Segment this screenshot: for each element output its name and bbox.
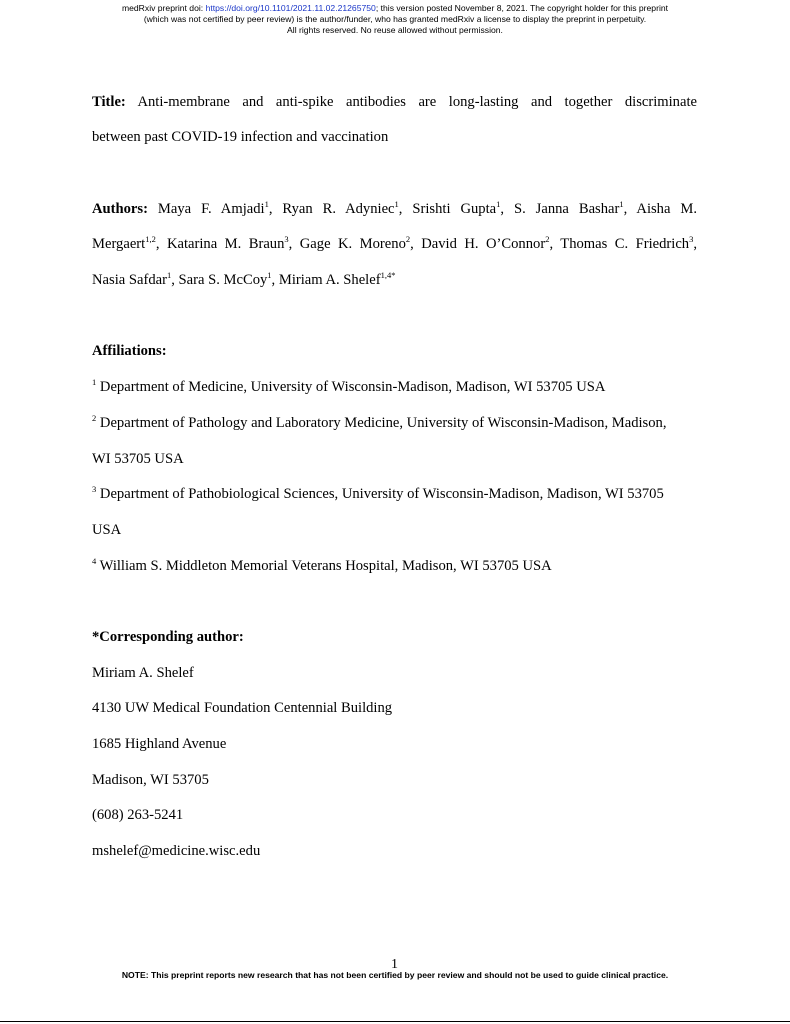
affiliation-3: $^3$ Department of Pathobiological Sciences, University of Wisconsin-Madison, Madison, WI 53705: [92, 484, 664, 502]
banner-line-1: medRxiv preprint doi: https://doi.org/10.1101/2021.11.02.21265750; this version posted November 8, 2021. The copyright holder for this preprint: [121, 3, 669, 13]
affiliation-2-cont: WI 53705 USA: [92, 451, 184, 467]
corresponding-phone: (608) 263-5241: [92, 807, 184, 823]
bottom-rule: [0, 1021, 790, 1022]
authors-line-3: Nasia Safdar$^1$, Sara S. McCoy$^1$, Miriam A. Shelef$^{1,4*}$: [92, 270, 396, 288]
title-label: Title:: [92, 94, 126, 110]
affiliation-4: $^4$ William S. Middleton Memorial Veterans Hospital, Madison, WI 53705 USA: [92, 556, 552, 574]
banner-line-2: (which was not certified by peer review) is the author/funder, who has granted medRxiv a license to display the preprint in perpetuity.: [143, 14, 647, 24]
corresponding-street: 1685 Highland Avenue: [92, 736, 227, 752]
corresponding-email: mshelef@medicine.wisc.edu: [92, 843, 261, 859]
banner-line-3: All rights reserved. No reuse allowed without permission.: [287, 25, 503, 35]
affiliation-1: $^1$ Department of Medicine, University of Wisconsin-Madison, Madison, WI 53705 USA: [92, 377, 606, 395]
page-number: 1: [391, 957, 398, 972]
title-line-1: [92, 94, 697, 111]
affiliation-2: $^2$ Department of Pathology and Laboratory Medicine, University of Wisconsin-Madison, Madison,: [92, 413, 667, 431]
authors-line-2: Mergaert$^{1,2}$, Katarina M. Braun$^3$, Gage K. Moreno$^2$, David H. O’Connor$^2$, Thomas C. Friedrich$^3$,: [92, 234, 697, 252]
preprint-banner: [0, 3, 790, 36]
peer-review-note: NOTE: This preprint reports new research that has not been certified by peer review and should not be used to guide clinical practice.: [121, 970, 669, 980]
corresponding-city: Madison, WI 53705: [92, 772, 209, 788]
doi-link[interactable]: https://doi.org/10.1101/2021.11.02.21265750: [205, 3, 376, 13]
affiliation-3-cont: USA: [92, 522, 122, 538]
corresponding-heading: *Corresponding author:: [92, 629, 244, 645]
title-line-2: between past COVID-19 infection and vaccination: [92, 129, 389, 145]
title-text-1: Anti-membrane and anti-spike antibodies are long-lasting and together discriminate: [125, 94, 697, 110]
corresponding-name: Miriam A. Shelef: [92, 665, 194, 681]
affiliations-heading: Affiliations:: [92, 343, 167, 359]
corresponding-building: 4130 UW Medical Foundation Centennial Building: [92, 700, 393, 716]
authors-label: Authors:: [92, 201, 148, 217]
authors-line-1: Authors: Maya F. Amjadi$^1$, Ryan R. Adyniec$^1$, Srishti Gupta$^1$, S. Janna Bashar$^1$, Aisha M.: [92, 199, 698, 217]
